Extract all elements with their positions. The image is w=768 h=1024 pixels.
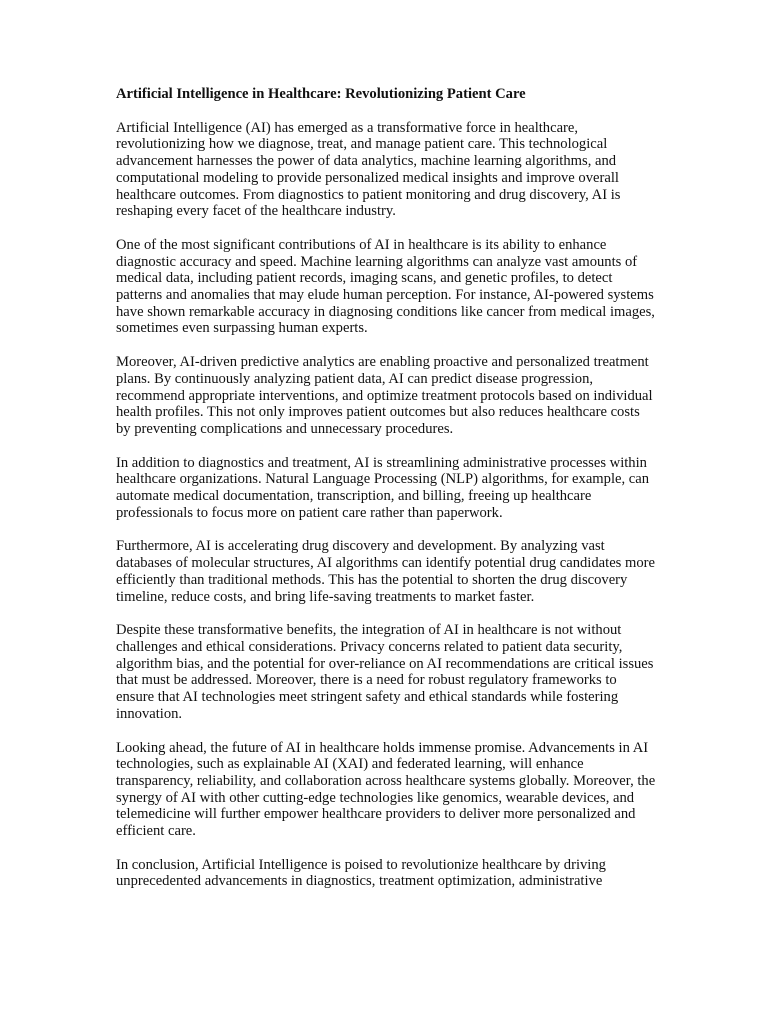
paragraph-5: Furthermore, AI is accelerating drug discovery and development. By analyzing vast databases of molecular structures, AI algorithms can identify potential drug candidates more efficiently than traditional methods. This has the potential to shorten the drug discovery timeline, reduce costs, and bring life-saving treatments to market faster.	[116, 538, 655, 605]
paragraph-6: Despite these transformative benefits, the integration of AI in healthcare is not without challenges and ethical considerations. Privacy concerns related to patient data security, algorithm bias, and the potential for over-reliance on AI recommendations are critical issues that must be addressed. Moreover, there is a need for robust regulatory frameworks to ensure that AI technologies meet stringent safety and ethical standards while fostering innovation.	[116, 622, 654, 722]
paragraph-2: One of the most significant contributions of AI in healthcare is its ability to enhance diagnostic accuracy and speed. Machine learning algorithms can analyze vast amounts of medical data, including patient records, imaging scans, and genetic profiles, to detect patterns and anomalies that may elude human perception. For instance, AI-powered systems have shown remarkable accuracy in diagnosing conditions like cancer from medical images, sometimes even surpassing human experts.	[116, 236, 655, 337]
paragraph-8: In conclusion, Artificial Intelligence is poised to revolutionize healthcare by driving unprecedented advancements in diagnostics, treatment optimization, administrative	[116, 856, 606, 890]
paragraph-3: Moreover, AI-driven predictive analytics are enabling proactive and personalized treatment plans. By continuously analyzing patient data, AI can predict disease progression, recommend appropriate interventions, and optimize treatment protocols based on individual health profiles. This not only improves patient outcomes but also reduces healthcare costs by preventing complications and unnecessary procedures.	[116, 354, 653, 437]
document-body	[116, 86, 656, 907]
paragraph-7: Looking ahead, the future of AI in healthcare holds immense promise. Advancements in AI technologies, such as explainable AI (XAI) and federated learning, will enhance transparency, reliability, and collaboration across healthcare systems globally. Moreover, the synergy of AI with other cutting-edge technologies like genomics, wearable devices, and telemedicine will further empower healthcare providers to deliver more personalized and efficient care.	[116, 739, 656, 840]
document-title: Artificial Intelligence in Healthcare: Revolutionizing Patient Care	[116, 86, 526, 102]
paragraph-1: Artificial Intelligence (AI) has emerged as a transformative force in healthcare, revolutionizing how we diagnose, treat, and manage patient care. This technological advancement harnesses the power of data analytics, machine learning algorithms, and computational modeling to provide personalized medical insights and improve overall healthcare outcomes. From diagnostics to patient monitoring and drug discovery, AI is reshaping every facet of the healthcare industry.	[116, 119, 621, 220]
paragraph-4: In addition to diagnostics and treatment, AI is streamlining administrative processes within healthcare organizations. Natural Language Processing (NLP) algorithms, for example, can automate medical documentation, transcription, and billing, freeing up healthcare professionals to focus more on patient care rather than paperwork.	[116, 454, 650, 521]
